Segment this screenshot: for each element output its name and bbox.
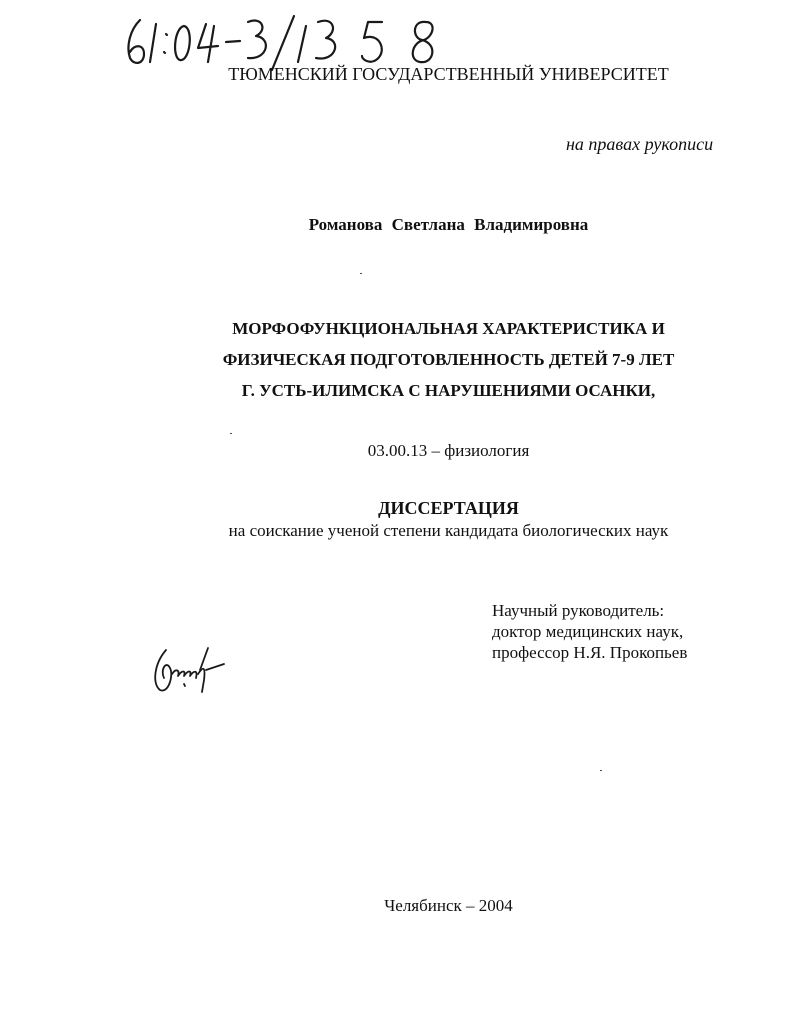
handwritten-signature bbox=[148, 640, 238, 700]
title-line: МОРФОФУНКЦИОНАЛЬНАЯ ХАРАКТЕРИСТИКА И bbox=[232, 319, 665, 338]
scan-speck bbox=[360, 273, 362, 274]
document-type: ДИССЕРТАЦИЯ bbox=[378, 498, 519, 518]
title-line: Г. УСТЬ-ИЛИМСКА С НАРУШЕНИЯМИ ОСАНКИ, bbox=[241, 381, 656, 400]
supervisor-title: доктор медицинских наук, bbox=[492, 622, 684, 641]
supervisor-role: Научный руководитель: bbox=[492, 601, 665, 620]
author-name: Романова Светлана Владимировна bbox=[308, 215, 589, 234]
specialty-code: 03.00.13 – физиология bbox=[367, 441, 530, 460]
supervisor-block bbox=[492, 600, 687, 663]
scan-speck bbox=[600, 770, 602, 771]
title-line: ФИЗИЧЕСКАЯ ПОДГОТОВЛЕННОСТЬ ДЕТЕЙ 7-9 ЛЕТ bbox=[222, 350, 675, 369]
supervisor-name: профессор Н.Я. Прокопьев bbox=[492, 643, 688, 662]
university-name: ТЮМЕНСКИЙ ГОСУДАРСТВЕННЫЙ УНИВЕРСИТЕТ bbox=[228, 64, 669, 84]
scan-speck bbox=[230, 433, 232, 434]
dissertation-title bbox=[0, 313, 799, 406]
city-year: Челябинск – 2004 bbox=[384, 896, 513, 915]
manuscript-note: на правах рукописи bbox=[566, 134, 714, 154]
degree-description: на соискание ученой степени кандидата биологических наук bbox=[228, 521, 669, 540]
